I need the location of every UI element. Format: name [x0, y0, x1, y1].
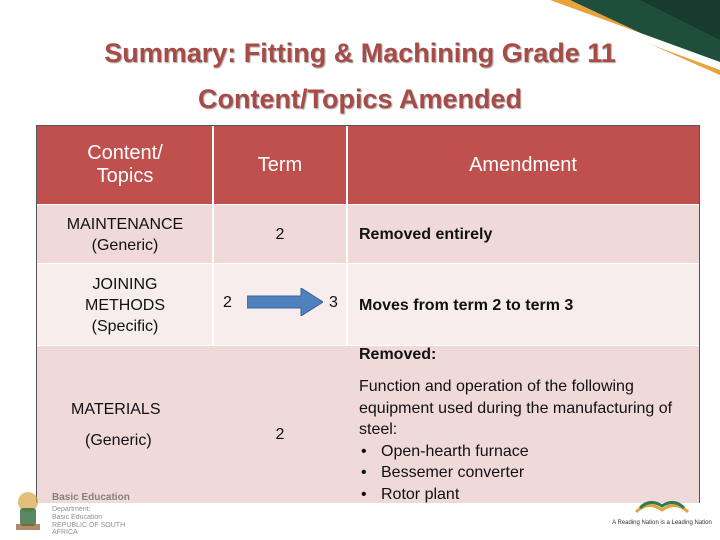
amendment-text: Function and operation of the following equipment used during the manufacturing of steel:: [359, 378, 673, 438]
amendment-cell: [347, 346, 699, 503]
table-row: [37, 345, 699, 503]
header-content-topics: Content/ Topics: [87, 142, 163, 187]
amendment-cell: Moves from term 2 to term 3: [359, 296, 574, 314]
coat-of-arms-icon: [8, 488, 48, 534]
column-divider: [346, 126, 348, 204]
topic-name: MATERIALS: [71, 401, 161, 418]
topic-qualifier: (Generic): [85, 432, 152, 449]
column-divider: [212, 205, 214, 264]
removed-label: Removed:: [359, 346, 437, 363]
logo-line: REPUBLIC OF SOUTH AFRICA: [52, 522, 126, 536]
topic-cell: JOINING METHODS (Specific): [85, 275, 165, 335]
list-item: • Bessemer converter: [359, 462, 695, 484]
page-subtitle: Content/Topics Amended: [198, 84, 522, 114]
table-header-row: [37, 126, 699, 204]
logo-tagline: A Reading Nation is a Leading Nation: [612, 520, 712, 526]
logo-line: Basic Education: [52, 492, 130, 503]
table-row: [37, 263, 699, 346]
list-item: • Rotor plant: [359, 484, 695, 506]
reading-nation-logo: [612, 490, 712, 536]
summary-table: [36, 125, 700, 503]
arrow-right-icon: [247, 288, 323, 316]
column-divider: [212, 264, 214, 346]
term-change-cell: [213, 264, 347, 346]
amendment-cell: Removed entirely: [359, 226, 493, 243]
list-item: • Open-hearth furnace: [359, 441, 695, 463]
topic-cell: MAINTENANCE (Generic): [66, 215, 184, 254]
column-divider: [212, 126, 214, 204]
column-divider: [346, 264, 348, 346]
logo-line: Department:: [52, 506, 91, 513]
term-cell: 2: [275, 426, 285, 443]
header-amendment: Amendment: [469, 153, 577, 176]
term-to: 3: [329, 294, 338, 311]
page-title: Summary: Fitting & Machining Grade 11: [104, 38, 616, 68]
column-divider: [346, 205, 348, 264]
department-logo: [8, 488, 148, 534]
book-icon: [632, 490, 692, 516]
term-from: 2: [223, 294, 232, 311]
term-cell: 2: [275, 226, 285, 243]
header-term: Term: [257, 153, 303, 176]
table-row: [37, 204, 699, 264]
logo-line: Basic Education: [52, 514, 103, 521]
amendment-description: [359, 376, 695, 505]
topic-cell: [37, 346, 213, 503]
